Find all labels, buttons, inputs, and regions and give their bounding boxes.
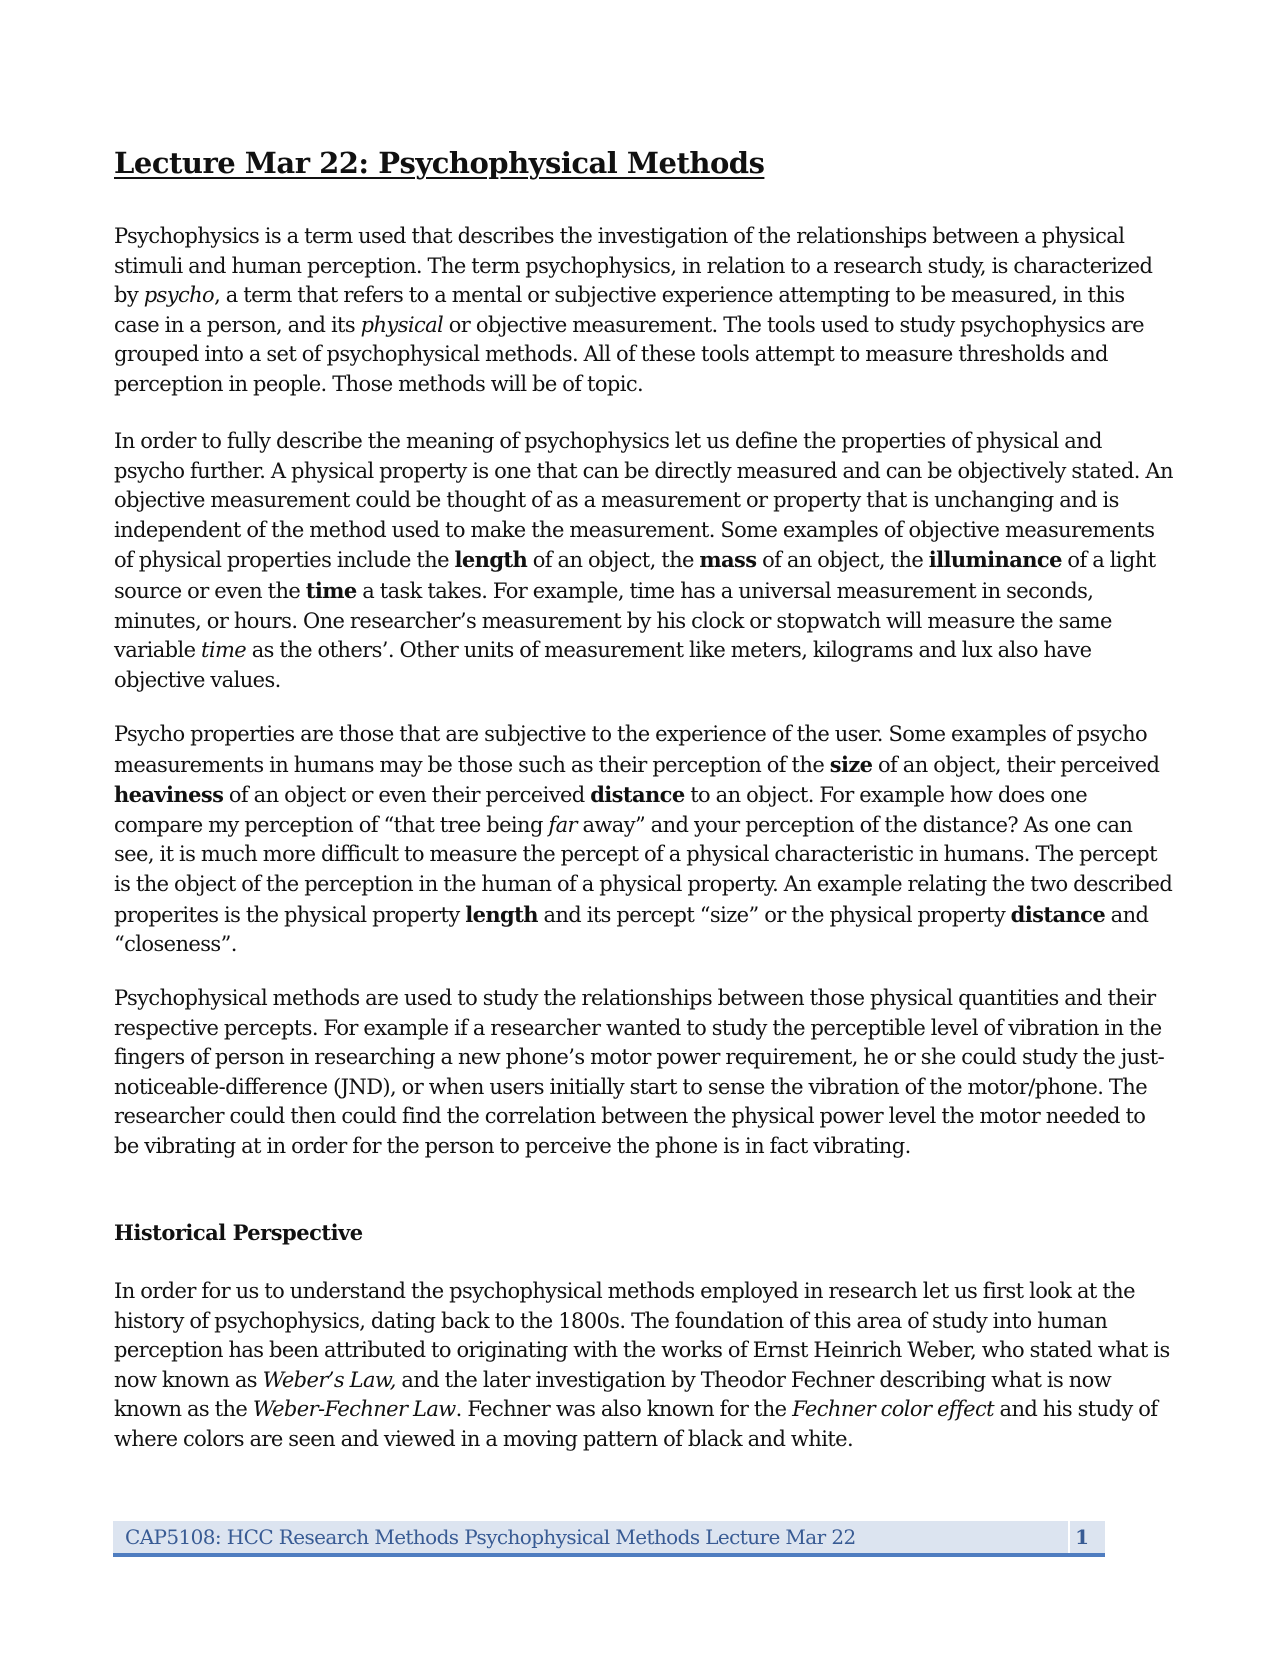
bold-length: length (465, 901, 538, 927)
bold-mass: mass (699, 547, 757, 573)
bold-illuminance: illuminance (928, 547, 1062, 573)
paragraph-history (114, 1277, 1174, 1455)
text-run: In order for us to understand the psychophysical methods employed in research let us first look at the history of psychophysics, dating back to the 1800s. The foundation of this area of study into human perception has been attributed to originating with the works of Ernst Heinrich Weber, who stated what is now known as (114, 1279, 1170, 1392)
bold-distance: distance (1010, 901, 1106, 927)
text-run: and its percept “size” or the physical property (537, 902, 1011, 927)
text-run: of an object, their perceived (872, 752, 1160, 777)
text-run: Psychophysics is a term used that describes the investigation of the relationships between a physical stimuli and human perception. The term psychophysics, in relation to a research study, is characterized by (114, 224, 1153, 308)
footer-title: CAP5108: HCC Research Methods Psychophysical Methods Lecture Mar 22 (125, 1525, 856, 1549)
emphasis-time: time (201, 638, 247, 663)
text-run: of an object, the (527, 548, 700, 573)
text-run: and the later investigation by Theodor Fechner describing what is now known as the (114, 1367, 1112, 1422)
text-run: . Fechner was also known for the (455, 1397, 793, 1422)
text-run: Psycho properties are those that are subjective to the experience of the user. Some examples of psycho measurements in humans may be those such as their perception of the (114, 722, 1148, 777)
emphasis-webers-law: Weber’s Law, (262, 1367, 396, 1392)
text-run: , a term that refers to a mental or subjective experience attempting to be measured, in this case in a person, and its (114, 283, 1125, 337)
document-page (114, 146, 1174, 1451)
text-run: away” and your perception of the distance? As one can see, it is much more difficult to measure the percept of a physical characteristic in humans. The percept is the object of the perception in the human of a physical property. An example relating the two described properites is the physical property (114, 812, 1173, 927)
footer-divider (1068, 1521, 1070, 1553)
text-run: Psychophysical methods are used to study the relationships between those physical quantities and their respective percepts. For example if a researcher wanted to study the perceptible level of vibration in the fingers of person in researching a new phone’s motor power requirement, he or she could study the just-noticeable-difference (JND), or when users initially start to sense the vibration of the motor/phone. The researcher could then could find the correlation between the physical power level the motor needed to be vibrating at in order for the person to perceive the phone is in fact vibrating. (114, 986, 1165, 1158)
bold-length: length (454, 547, 528, 573)
emphasis-weber-fechner-law: Weber-Fechner Law (252, 1397, 456, 1422)
text-run: a task takes. For example, time has a universal measurement in seconds, minutes, or hours. One researcher’s measurement by his clock or stopwatch will measure the same variable (114, 578, 1112, 663)
page-footer (113, 1521, 1105, 1557)
text-run: to an object. For example how does one compare my perception of “that tree being (114, 783, 1088, 837)
text-run: of an object, the (756, 548, 929, 573)
page-title: Lecture Mar 22: Psychophysical Methods (114, 146, 765, 180)
text-run: or objective measurement. The tools used to study psychophysics are grouped into a set of psychophysical methods. All of these tools attempt to measure thresholds and perception in people. Those methods will be of topic. (114, 312, 1145, 396)
paragraph-physical-properties (114, 427, 1174, 695)
text-run: of a light source or even the (114, 548, 1156, 603)
text-run: and “closeness”. (114, 902, 1149, 957)
bold-distance: distance (590, 782, 685, 808)
emphasis-physical: physical (360, 312, 444, 337)
bold-time: time (305, 577, 357, 603)
section-heading-historical-perspective: Historical Perspective (114, 1220, 363, 1245)
text-run: and his study of where colors are seen and viewed in a moving pattern of black and white. (114, 1397, 1158, 1451)
paragraph-intro (114, 222, 1174, 400)
emphasis-psycho: psycho (143, 283, 215, 308)
bold-size: size (829, 751, 873, 777)
text-run: of an object or even their perceived (223, 783, 591, 808)
emphasis-far: far (548, 812, 577, 837)
bold-heaviness: heaviness (114, 782, 224, 808)
text-run: as the others’. Other units of measurement like meters, kilograms and lux also have objective values. (114, 638, 1092, 692)
paragraph-psycho-properties (114, 720, 1174, 960)
paragraph-psychophysical-methods (114, 984, 1174, 1162)
page-number: 1 (1075, 1525, 1089, 1549)
emphasis-fechner-color-effect: Fechner color effect (792, 1397, 994, 1422)
text-run: In order to fully describe the meaning of psychophysics let us define the properties of physical and psycho further. A physical property is one that can be directly measured and can be objectively stated. An objective measurement could be thought of as a measurement or property that is unchanging and is independent of the method used to make the measurement. Some examples of objective measurements of physical properties include the (114, 429, 1173, 573)
